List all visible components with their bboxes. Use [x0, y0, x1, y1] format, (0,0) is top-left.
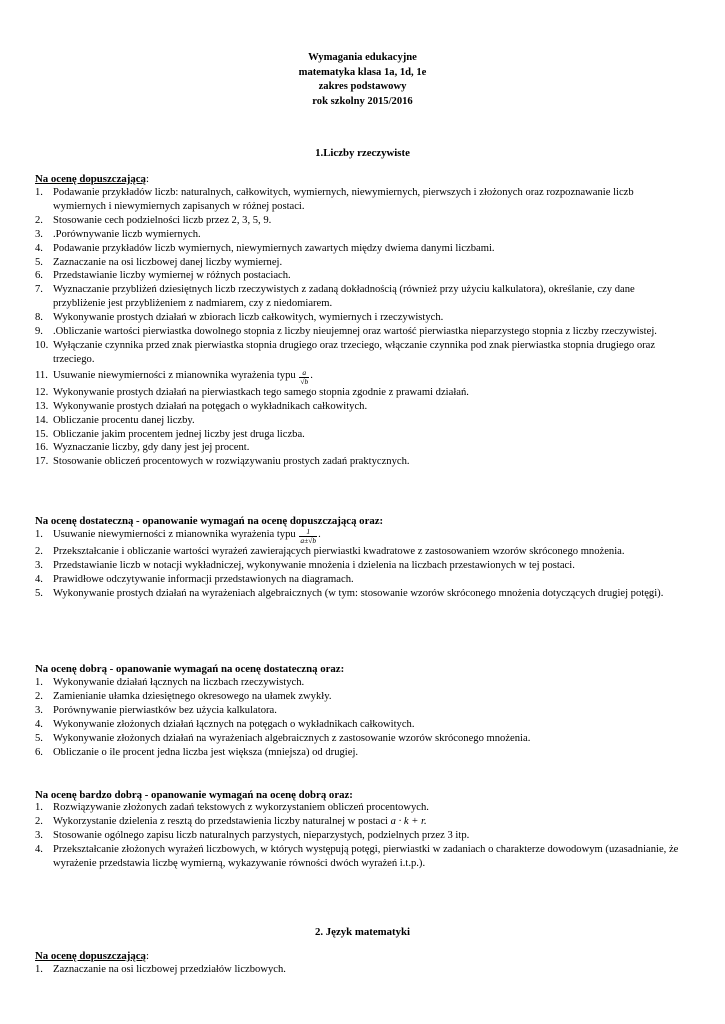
grade-label-dopuszczajaca: Na ocenę dopuszczającą: [35, 173, 149, 185]
list-item: 1. Zaznaczanie na osi liczbowej przedziałów liczbowych. [35, 964, 286, 975]
list-dopuszczajaca [35, 186, 685, 469]
list-item: 3. Porównywanie pierwiastków bez użycia kalkulatora. [35, 704, 277, 716]
grade-label-dostateczna: Na ocenę dostateczną - opanowanie wymagań na ocenę dopuszczającą oraz: [35, 515, 384, 527]
math-expression: a · k + r. [390, 815, 427, 827]
list-item: 16. Wyznaczanie liczby, gdy dany jest jej procent. [35, 442, 250, 454]
list-item: 3. Stosowanie ogólnego zapisu liczb naturalnych parzystych, nieparzystych, podzielnych przez 3 itp. [35, 829, 470, 841]
list-dobra [35, 676, 685, 759]
list-item: 2. Stosowanie cech podzielności liczb przez 2, 3, 5, 9. [35, 214, 272, 226]
list-bardzo-dobra [35, 801, 685, 871]
list-item: 8. Wykonywanie prostych działań w zbiorach liczb całkowitych, wymiernych i rzeczywistych. [35, 312, 444, 324]
grade-label-dopuszczajaca-2: Na ocenę dopuszczającą: [35, 950, 149, 962]
list-item: 3. .Porównywanie liczb wymiernych. [35, 228, 201, 240]
list-item: 15. Obliczanie jakim procentem jednej liczby jest druga liczba. [35, 428, 305, 440]
list-item: 2. Wykorzystanie dzielenia z resztą do przedstawienia liczby naturalnej w postaci a · k + r. [35, 815, 427, 827]
list-item: 2. Zamienianie ułamka dziesiętnego okresowego na ułamek zwykły. [35, 690, 332, 702]
header-title: Wymagania edukacyjne [308, 52, 417, 63]
list-item: 5. Zaznaczanie na osi liczbowej danej liczby wymiernej. [35, 256, 283, 268]
list-item: 13. Wykonywanie prostych działań na potęgach o wykładnikach całkowitych. [35, 400, 368, 412]
list-item: 4. Podawanie przykładów liczb wymiernych, niewymiernych zawartych między dwiema danymi liczbami. [35, 242, 495, 254]
list-item: 12. Wykonywanie prostych działań na pierwiastkach tego samego stopnia zgodnie z prawami działań. [35, 386, 469, 398]
list-item: 4. Przekształcanie złożonych wyrażeń liczbowych, w których występują potęgi, pierwiastki w zadaniach o charakterze dowodowym (uzasadnianie, że wyrażenie przedstawia liczbę wymierną, wykazywanie równości dwóch wyrażeń i.t.p.). [35, 843, 679, 869]
list-item: 7. Wyznaczanie przybliżeń dziesiętnych liczb rzeczywistych z zadaną dokładnością (również przy użyciu kalkulatora), określanie, czy dane przybliżenie jest przybliżeniem z nadmiarem, czy z niedomiarem. [35, 284, 635, 310]
list-dopuszczajaca-2 [35, 963, 685, 977]
list-item: 9. .Obliczanie wartości pierwiastka dowolnego stopnia z liczby nieujemnej oraz wartość pierwiastka nieparzystego stopnia z liczby rzeczywistej. [35, 326, 657, 338]
list-item: 4. Prawidłowe odczytywanie informacji przedstawionych na diagramach. [35, 573, 354, 585]
list-item: 1. Wykonywanie działań łącznych na liczbach rzeczywistych. [35, 677, 305, 688]
header-scope: zakres podstawowy [318, 81, 407, 92]
header-school-year: rok szkolny 2015/2016 [312, 95, 413, 107]
list-item: 17. Stosowanie obliczeń procentowych w rozwiązywaniu prostych zadań praktycznych. [35, 456, 410, 468]
list-item: 3. Przedstawianie liczb w notacji wykładniczej, wykonywanie mnożenia i dzielenia na liczbach przestawionych w tej postaci. [35, 559, 575, 571]
list-item: 5. Wykonywanie prostych działań na wyrażeniach algebraicznych (w tym: stosowanie wzorów skróconego mnożenia dotyczących drugiej potęgi). [35, 587, 664, 599]
section-1-title: 1.Liczby rzeczywiste [315, 147, 410, 159]
list-item: 1. Rozwiązywanie złożonych zadań tekstowych z wykorzystaniem obliczeń procentowych. [35, 802, 429, 813]
list-item: 10. Wyłączanie czynnika przed znak pierwiastka stopnia drugiego oraz trzeciego, włączanie czynnika pod znak pierwiastka stopnia drugiego oraz trzeciego. [35, 339, 656, 365]
grade-label-dobra: Na ocenę dobrą - opanowanie wymagań na ocenę dostateczną oraz: [35, 663, 345, 675]
list-item: 1. Usuwanie niewymierności z mianownika wyrażenia typu $\frac{1}{a\pm√b}$ . [35, 527, 321, 545]
list-item: 14. Obliczanie procentu danej liczby. [35, 414, 195, 426]
list-dostateczna [35, 527, 685, 601]
document-header [0, 51, 725, 109]
fraction-1-over-a-pm-sqrt-b: $\frac{1}{a\pm√b}$ [300, 527, 317, 545]
header-subject: matematyka klasa 1a, 1d, 1e [298, 66, 427, 78]
fraction-a-over-sqrt-b: $\frac{a}{√b}$ [300, 367, 309, 386]
section-2-title: 2. Język matematyki [314, 926, 411, 938]
list-item: 1. Podawanie przykładów liczb: naturalnych, całkowitych, wymiernych, niewymiernych, pierwszych i złożonych oraz rozpoznawanie liczb wymiernych i niewymiernych zapisanych w różnej postaci. [35, 187, 634, 212]
list-item: 11. Usuwanie niewymierności z mianownika wyrażenia typu $\frac{a}{√b}$ . [35, 367, 313, 386]
list-item: 5. Wykonywanie złożonych działań na wyrażeniach algebraicznych z zastosowanie wzorów skróconego mnożenia. [35, 732, 531, 744]
list-item: 6. Przedstawianie liczby wymiernej w różnych postaciach. [35, 270, 291, 282]
list-item: 4. Wykonywanie złożonych działań łącznych na potęgach o wykładnikach całkowitych. [35, 718, 415, 730]
list-item: 6. Obliczanie o ile procent jedna liczba jest większa (mniejsza) od drugiej. [35, 746, 359, 758]
grade-label-bardzo-dobra: Na ocenę bardzo dobrą - opanowanie wymagań na ocenę dobrą oraz: [35, 789, 353, 801]
list-item: 2. Przekształcanie i obliczanie wartości wyrażeń zawierających pierwiastki kwadratowe z zastosowaniem wzorów skróconego mnożenia. [35, 546, 625, 557]
